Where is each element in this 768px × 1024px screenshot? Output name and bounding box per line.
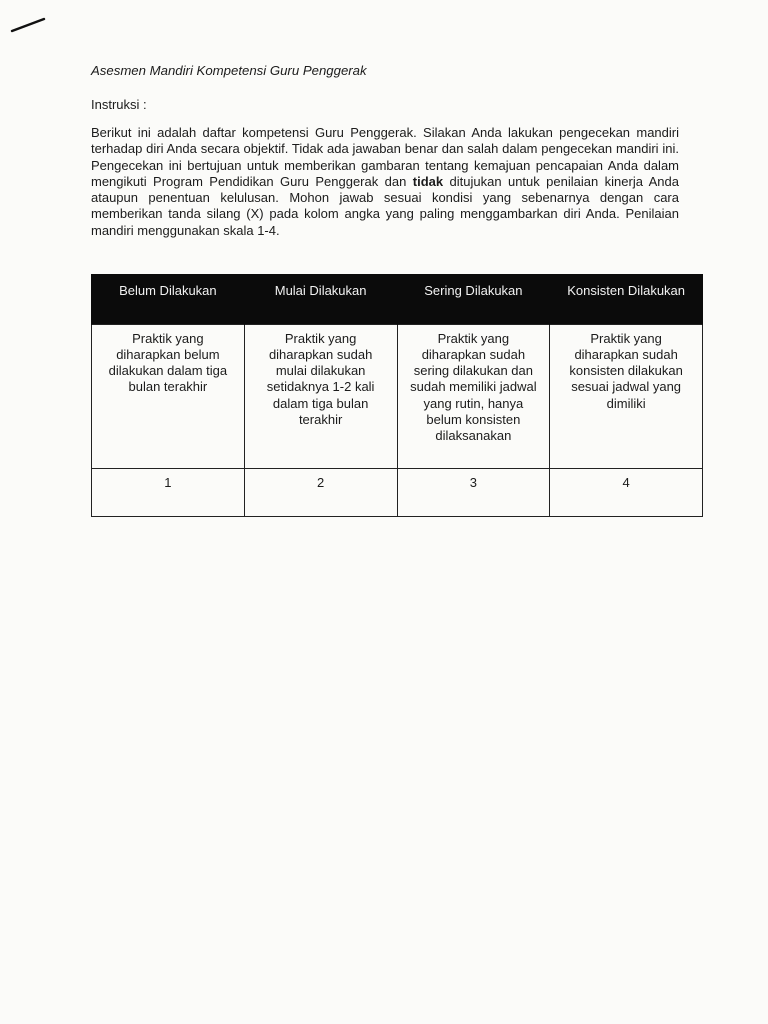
header-sering-dilakukan: Sering Dilakukan [397, 274, 550, 324]
header-konsisten-dilakukan: Konsisten Dilakukan [550, 274, 703, 324]
header-mulai-dilakukan: Mulai Dilakukan [244, 274, 397, 324]
score-cell-1: 1 [92, 468, 245, 516]
description-cell-3: Praktik yang diharapkan sudah sering dilakukan dan sudah memiliki jadwal yang rutin, hanya belum konsisten dilaksanakan [397, 324, 550, 468]
instruction-paragraph [91, 125, 679, 239]
pen-stroke-mark [10, 17, 46, 33]
score-row [92, 468, 703, 516]
header-belum-dilakukan: Belum Dilakukan [92, 274, 245, 324]
description-cell-2: Praktik yang diharapkan sudah mulai dilakukan setidaknya 1-2 kali dalam tiga bulan terakhir [244, 324, 397, 468]
score-cell-2: 2 [244, 468, 397, 516]
document-title: Asesmen Mandiri Kompetensi Guru Penggerak [91, 63, 367, 78]
rating-scale-table [91, 274, 703, 517]
score-cell-4: 4 [550, 468, 703, 516]
description-cell-1: Praktik yang diharapkan belum dilakukan dalam tiga bulan terakhir [92, 324, 245, 468]
instruction-label: Instruksi : [91, 97, 147, 112]
paragraph-bold-word: tidak [412, 173, 444, 189]
paragraph-text-part-2: ditujukan untuk penilaian kinerja Anda ataupun penentuan kelulusan. Mohon jawab sesuai kondisi yang sebenarnya dengan cara memberikan tanda silang (X) pada kolom angka yang paling menggambarkan diri Anda. Penilaian mandiri menggunakan skala 1-4. [91, 173, 679, 238]
table-header-row [92, 274, 703, 324]
description-cell-4: Praktik yang diharapkan sudah konsisten dilakukan sesuai jadwal yang dimiliki [550, 324, 703, 468]
paragraph-text-part-1: Berikut ini adalah daftar kompetensi Guru Penggerak. Silakan Anda lakukan pengecekan mandiri terhadap diri Anda secara objektif. Tidak ada jawaban benar dan salah dalam pengecekan mandiri ini. Pengecekan ini bertujuan untuk memberikan gambaran tentang kemajuan pencapaian Anda dalam mengikuti Program Pendidikan Guru Penggerak dan [91, 125, 679, 189]
score-cell-3: 3 [397, 468, 550, 516]
description-row [92, 324, 703, 468]
